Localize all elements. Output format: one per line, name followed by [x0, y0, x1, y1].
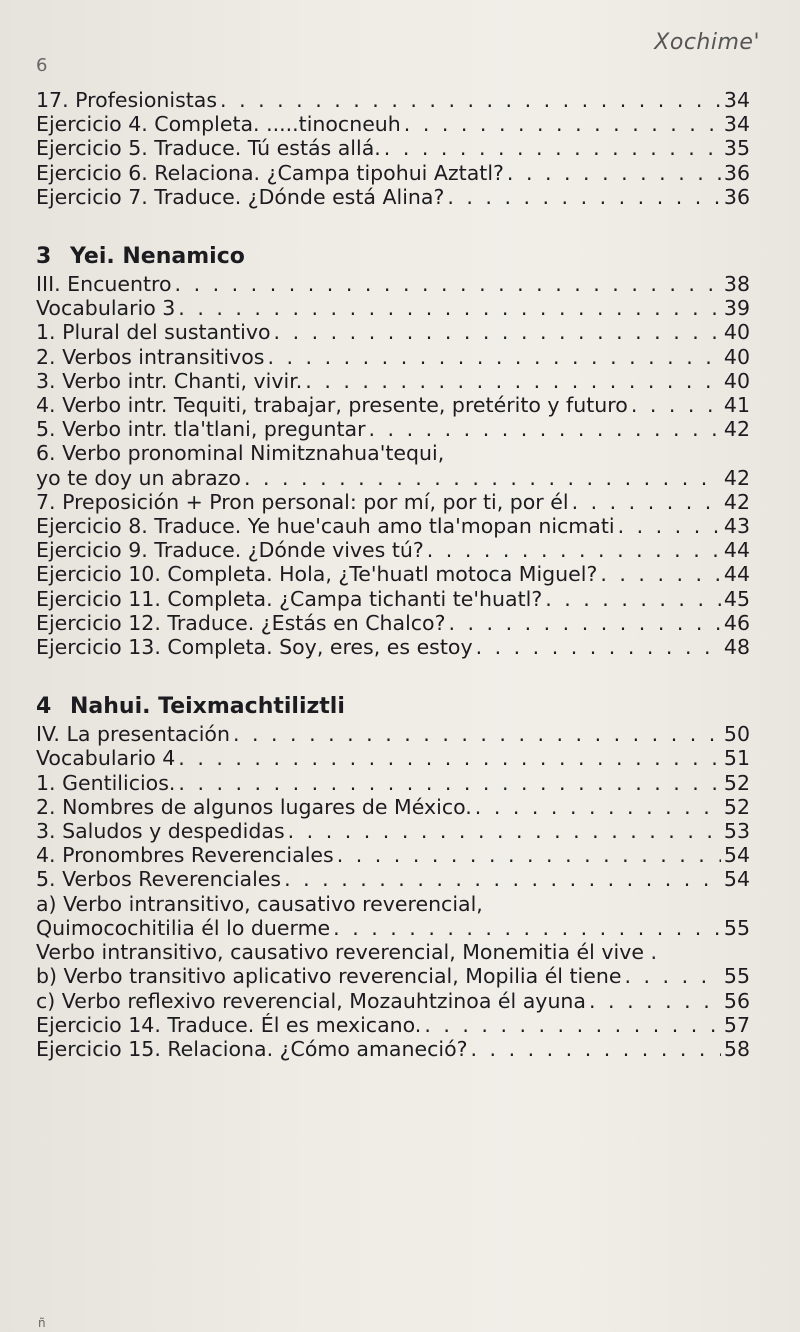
- dot-leader: [233, 722, 721, 746]
- section-title: Nahui. Teixmachtiliztli: [70, 694, 345, 720]
- toc-entry-page: 42: [723, 489, 750, 514]
- toc-entry: [36, 989, 750, 1013]
- toc-entry-page: 42: [723, 465, 750, 490]
- dot-leader: [274, 320, 721, 344]
- dot-leader: [476, 635, 721, 659]
- footer-mark: ñ: [38, 1316, 46, 1330]
- dot-leader: .: [643, 940, 657, 965]
- page-number: 6: [36, 55, 48, 76]
- toc-entry-page: 53: [723, 819, 750, 844]
- toc-entry-page: 39: [723, 296, 750, 321]
- dot-leader: [267, 345, 720, 369]
- toc-entry: [36, 136, 750, 160]
- section-number: 3: [36, 244, 52, 270]
- dot-leader: [369, 417, 721, 441]
- toc-entry-page: 44: [723, 562, 750, 587]
- toc-entry-label: Quimocochitilia él lo duerme: [36, 915, 331, 940]
- toc-entry-label: 5. Verbo intr. tla'tlani, preguntar: [36, 417, 366, 442]
- toc-entry-page: 58: [723, 1036, 750, 1061]
- toc-entry-label: Ejercicio 7. Traduce. ¿Dónde está Alina?: [36, 184, 445, 209]
- toc-entry-label: 5. Verbos Reverenciales: [36, 867, 282, 892]
- dot-leader: [624, 964, 720, 988]
- toc-entry: [36, 722, 750, 746]
- dot-leader: [333, 916, 721, 940]
- toc-entry: [36, 514, 750, 538]
- toc-entry: [36, 867, 750, 891]
- toc-entry-continued: [36, 940, 750, 964]
- toc-entry-page: 55: [723, 964, 750, 989]
- toc-entry-page: 35: [723, 136, 750, 161]
- toc-entry-page: 41: [723, 393, 750, 418]
- toc-entry-page: 54: [723, 867, 750, 892]
- toc-entry-page: 40: [723, 344, 750, 369]
- toc-entry-page: 55: [723, 915, 750, 940]
- toc-entry: [36, 635, 750, 659]
- toc-entry-label: Vocabulario 4: [36, 746, 176, 771]
- toc-entry-page: 40: [723, 368, 750, 393]
- dot-leader: [448, 611, 720, 635]
- toc-entry: [36, 490, 750, 514]
- toc-entry-page: 40: [723, 320, 750, 345]
- dot-leader: [305, 369, 721, 393]
- section-heading: [36, 242, 750, 272]
- toc-entry-page: 44: [723, 538, 750, 563]
- toc-entry-page: 38: [723, 272, 750, 297]
- toc-entry: [36, 369, 750, 393]
- toc-entry-label: 6. Verbo pronominal Nimitznahua'tequi,: [36, 441, 445, 466]
- toc-entry-page: 43: [723, 514, 750, 539]
- toc-entry-page: 36: [723, 160, 750, 185]
- toc-entry-label: 2. Verbos intransitivos: [36, 344, 265, 369]
- toc-entry-label: Vocabulario 3: [36, 296, 176, 321]
- toc-entry: [36, 538, 750, 562]
- dot-leader: [507, 161, 721, 185]
- toc-entry-continued: [36, 892, 750, 916]
- dot-leader: [337, 843, 721, 867]
- toc-section-3: [36, 242, 750, 659]
- toc-entry-label: Ejercicio 6. Relaciona. ¿Campa tipohui Aztatl?: [36, 160, 504, 185]
- toc-entry-label: 2. Nombres de algunos lugares de México.: [36, 794, 472, 819]
- toc-entry-page: 34: [723, 112, 750, 137]
- toc-entry-page: 52: [723, 794, 750, 819]
- toc-entry-label: 1. Gentilicios.: [36, 770, 176, 795]
- table-of-contents: [36, 88, 750, 1094]
- toc-entry-label: 4. Pronombres Reverenciales: [36, 843, 334, 868]
- toc-entry: [36, 1013, 750, 1037]
- dot-leader: [631, 393, 721, 417]
- toc-entry-label: Ejercicio 5. Traduce. Tú estás allá.: [36, 136, 381, 161]
- dot-leader: [572, 490, 721, 514]
- dot-leader: [178, 296, 721, 320]
- dot-leader: [284, 867, 721, 891]
- dot-leader: [471, 1037, 721, 1061]
- dot-leader: [384, 136, 721, 160]
- dot-leader: [447, 185, 721, 209]
- toc-entry-label: 1. Plural del sustantivo: [36, 320, 271, 345]
- toc-entry-page: 46: [723, 610, 750, 635]
- toc-entry-label: 7. Preposición + Pron personal: por mí, por ti, por él: [36, 489, 569, 514]
- toc-entry: [36, 771, 750, 795]
- toc-entry: [36, 320, 750, 344]
- dot-leader: [475, 795, 721, 819]
- dot-leader: [618, 514, 721, 538]
- toc-entry: [36, 611, 750, 635]
- toc-entry: [36, 112, 750, 136]
- toc-entry-label: Ejercicio 12. Traduce. ¿Estás en Chalco?: [36, 610, 446, 635]
- toc-entry-page: 50: [723, 722, 750, 747]
- toc-section-4: [36, 692, 750, 1061]
- running-head: Xochime': [654, 30, 760, 55]
- toc-entry-label: 3. Saludos y despedidas: [36, 819, 285, 844]
- toc-entry-label: b) Verbo transitivo aplicativo reverencial, Mopilia él tiene: [36, 964, 622, 989]
- dot-leader: [427, 538, 721, 562]
- dot-leader: [404, 112, 721, 136]
- toc-entry-label: Ejercicio 8. Traduce. Ye hue'cauh amo tla'mopan nicmati: [36, 514, 615, 539]
- dot-leader: [244, 466, 721, 490]
- toc-entry: [36, 417, 750, 441]
- toc-entry-label: IV. La presentación: [36, 722, 230, 747]
- toc-entry: [36, 746, 750, 770]
- toc-entry-label: Ejercicio 10. Completa. Hola, ¿Te'huatl motoca Miguel?: [36, 562, 598, 587]
- toc-entry-label: Ejercicio 4. Completa. .....tinocneuh: [36, 112, 401, 137]
- toc-entry-page: 51: [723, 746, 750, 771]
- toc-entry-page: 57: [723, 1012, 750, 1037]
- dot-leader: [220, 88, 721, 112]
- dot-leader: [178, 771, 721, 795]
- section-number: 4: [36, 694, 52, 720]
- dot-leader: [178, 746, 721, 770]
- toc-entry-label: 3. Verbo intr. Chanti, vivir.: [36, 368, 303, 393]
- toc-entry-label: yo te doy un abrazo: [36, 465, 241, 490]
- toc-entry: [36, 562, 750, 586]
- toc-entry-label: a) Verbo intransitivo, causativo reverencial,: [36, 891, 483, 916]
- toc-entry: [36, 272, 750, 296]
- toc-entry-label: Ejercicio 9. Traduce. ¿Dónde vives tú?: [36, 538, 424, 563]
- dot-leader: [424, 1013, 721, 1037]
- toc-entry: [36, 1037, 750, 1061]
- section-title: Yei. Nenamico: [70, 244, 245, 270]
- toc-entry-page: 45: [723, 586, 750, 611]
- toc-entry: [36, 393, 750, 417]
- toc-entry-label: Ejercicio 14. Traduce. Él es mexicano.: [36, 1012, 422, 1037]
- toc-entry: [36, 795, 750, 819]
- toc-entry: [36, 345, 750, 369]
- toc-entry-label: 4. Verbo intr. Tequiti, trabajar, presente, pretérito y futuro: [36, 393, 628, 418]
- dot-leader: [288, 819, 721, 843]
- toc-entry-label: Ejercicio 15. Relaciona. ¿Cómo amaneció?: [36, 1036, 468, 1061]
- toc-entry-label: c) Verbo reflexivo reverencial, Mozauhtzinoa él ayuna: [36, 988, 586, 1013]
- toc-entry: [36, 587, 750, 611]
- toc-entry-page: 36: [723, 184, 750, 209]
- toc-entry: [36, 88, 750, 112]
- toc-entry: [36, 819, 750, 843]
- dot-leader: [545, 587, 721, 611]
- toc-entry-label: 17. Profesionistas: [36, 88, 218, 112]
- toc-entry-label: Verbo intransitivo, causativo reverencial, Monemitia él vive: [36, 940, 644, 965]
- toc-entry: [36, 964, 750, 988]
- toc-section-continued: [36, 88, 750, 209]
- toc-entry-page: 52: [723, 770, 750, 795]
- toc-entry: [36, 466, 750, 490]
- toc-entry-label: Ejercicio 13. Completa. Soy, eres, es estoy: [36, 635, 473, 660]
- toc-entry-page: 42: [723, 417, 750, 442]
- dot-leader: [175, 272, 721, 296]
- toc-entry-label: III. Encuentro: [36, 272, 172, 297]
- toc-entry: [36, 296, 750, 320]
- toc-entry: [36, 161, 750, 185]
- toc-entry-page: 56: [723, 988, 750, 1013]
- toc-entry-label: Ejercicio 11. Completa. ¿Campa tichanti te'huatl?: [36, 586, 543, 611]
- toc-entry-page: 34: [723, 88, 750, 112]
- toc-entry-page: 48: [723, 635, 750, 660]
- toc-entry: [36, 916, 750, 940]
- toc-entry: [36, 843, 750, 867]
- toc-entry: [36, 185, 750, 209]
- section-heading: [36, 692, 750, 722]
- toc-entry-continued: [36, 441, 750, 465]
- dot-leader: [600, 562, 721, 586]
- toc-entry-page: 54: [723, 843, 750, 868]
- dot-leader: [589, 989, 721, 1013]
